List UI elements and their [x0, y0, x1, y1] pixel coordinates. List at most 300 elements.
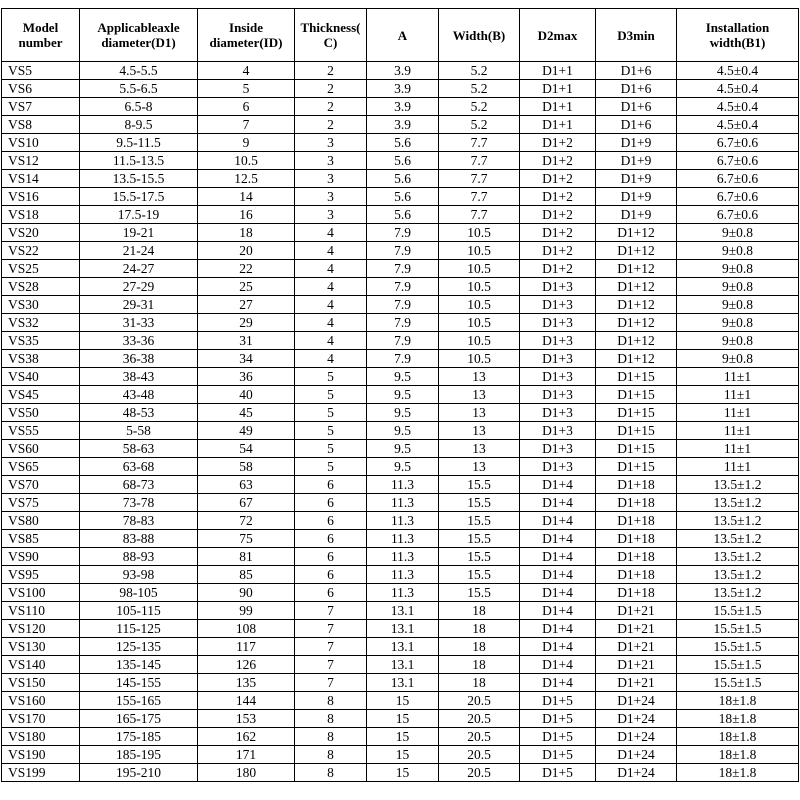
thickness-cell: 6 [295, 512, 367, 530]
installation-width-cell: 13.5±1.2 [677, 566, 799, 584]
installation-width-cell: 4.5±0.4 [677, 98, 799, 116]
table-row [2, 188, 799, 206]
inside-diameter-cell: 40 [198, 386, 295, 404]
axle-diameter-cell: 98-105 [80, 584, 198, 602]
axle-diameter-cell: 83-88 [80, 530, 198, 548]
a-cell: 7.9 [367, 224, 439, 242]
col-header-inside-diameter: Inside diameter(ID) [198, 9, 295, 62]
inside-diameter-cell: 25 [198, 278, 295, 296]
axle-diameter-cell: 5.5-6.5 [80, 80, 198, 98]
a-cell: 11.3 [367, 566, 439, 584]
seal-spec-table [1, 8, 799, 782]
inside-diameter-cell: 108 [198, 620, 295, 638]
axle-diameter-cell: 58-63 [80, 440, 198, 458]
table-row [2, 422, 799, 440]
thickness-cell: 6 [295, 530, 367, 548]
d2max-cell: D1+3 [520, 440, 596, 458]
model-number-cell: VS32 [2, 314, 80, 332]
axle-diameter-cell: 31-33 [80, 314, 198, 332]
axle-diameter-cell: 145-155 [80, 674, 198, 692]
table-row [2, 116, 799, 134]
model-number-cell: VS20 [2, 224, 80, 242]
a-cell: 9.5 [367, 422, 439, 440]
table-row [2, 242, 799, 260]
inside-diameter-cell: 31 [198, 332, 295, 350]
axle-diameter-cell: 63-68 [80, 458, 198, 476]
thickness-cell: 4 [295, 332, 367, 350]
d2max-cell: D1+3 [520, 404, 596, 422]
table-row [2, 746, 799, 764]
axle-diameter-cell: 68-73 [80, 476, 198, 494]
d3min-cell: D1+24 [596, 728, 677, 746]
d2max-cell: D1+5 [520, 746, 596, 764]
a-cell: 5.6 [367, 170, 439, 188]
a-cell: 7.9 [367, 332, 439, 350]
width-b-cell: 20.5 [439, 764, 520, 782]
axle-diameter-cell: 19-21 [80, 224, 198, 242]
model-number-cell: VS160 [2, 692, 80, 710]
table-row [2, 602, 799, 620]
d2max-cell: D1+2 [520, 134, 596, 152]
installation-width-cell: 9±0.8 [677, 242, 799, 260]
model-number-cell: VS85 [2, 530, 80, 548]
d3min-cell: D1+12 [596, 314, 677, 332]
installation-width-cell: 4.5±0.4 [677, 62, 799, 80]
thickness-cell: 8 [295, 692, 367, 710]
installation-width-cell: 13.5±1.2 [677, 530, 799, 548]
inside-diameter-cell: 180 [198, 764, 295, 782]
table-body [2, 62, 799, 782]
inside-diameter-cell: 36 [198, 368, 295, 386]
thickness-cell: 3 [295, 188, 367, 206]
thickness-cell: 7 [295, 674, 367, 692]
d2max-cell: D1+2 [520, 170, 596, 188]
col-header-d2max: D2max [520, 9, 596, 62]
d3min-cell: D1+18 [596, 530, 677, 548]
model-number-cell: VS7 [2, 98, 80, 116]
col-header-model-number: Model number [2, 9, 80, 62]
axle-diameter-cell: 5-58 [80, 422, 198, 440]
table-row [2, 98, 799, 116]
d2max-cell: D1+3 [520, 314, 596, 332]
d2max-cell: D1+2 [520, 188, 596, 206]
model-number-cell: VS18 [2, 206, 80, 224]
a-cell: 13.1 [367, 620, 439, 638]
model-number-cell: VS180 [2, 728, 80, 746]
installation-width-cell: 13.5±1.2 [677, 548, 799, 566]
a-cell: 9.5 [367, 458, 439, 476]
d2max-cell: D1+1 [520, 62, 596, 80]
a-cell: 9.5 [367, 386, 439, 404]
d3min-cell: D1+9 [596, 134, 677, 152]
a-cell: 13.1 [367, 638, 439, 656]
d2max-cell: D1+5 [520, 710, 596, 728]
thickness-cell: 3 [295, 152, 367, 170]
thickness-cell: 6 [295, 566, 367, 584]
inside-diameter-cell: 7 [198, 116, 295, 134]
d2max-cell: D1+4 [520, 530, 596, 548]
thickness-cell: 8 [295, 710, 367, 728]
model-number-cell: VS12 [2, 152, 80, 170]
width-b-cell: 20.5 [439, 710, 520, 728]
a-cell: 11.3 [367, 548, 439, 566]
d2max-cell: D1+3 [520, 296, 596, 314]
installation-width-cell: 11±1 [677, 458, 799, 476]
width-b-cell: 13 [439, 422, 520, 440]
installation-width-cell: 15.5±1.5 [677, 638, 799, 656]
d3min-cell: D1+15 [596, 368, 677, 386]
thickness-cell: 3 [295, 206, 367, 224]
thickness-cell: 7 [295, 656, 367, 674]
model-number-cell: VS170 [2, 710, 80, 728]
thickness-cell: 6 [295, 548, 367, 566]
model-number-cell: VS75 [2, 494, 80, 512]
d3min-cell: D1+12 [596, 260, 677, 278]
a-cell: 11.3 [367, 476, 439, 494]
model-number-cell: VS100 [2, 584, 80, 602]
thickness-cell: 4 [295, 224, 367, 242]
col-header-width-b: Width(B) [439, 9, 520, 62]
a-cell: 9.5 [367, 440, 439, 458]
axle-diameter-cell: 78-83 [80, 512, 198, 530]
header-row [2, 9, 799, 62]
d3min-cell: D1+24 [596, 764, 677, 782]
installation-width-cell: 11±1 [677, 368, 799, 386]
d3min-cell: D1+12 [596, 278, 677, 296]
d3min-cell: D1+9 [596, 188, 677, 206]
thickness-cell: 7 [295, 602, 367, 620]
a-cell: 13.1 [367, 656, 439, 674]
table-row [2, 620, 799, 638]
d3min-cell: D1+24 [596, 746, 677, 764]
axle-diameter-cell: 21-24 [80, 242, 198, 260]
axle-diameter-cell: 4.5-5.5 [80, 62, 198, 80]
inside-diameter-cell: 81 [198, 548, 295, 566]
width-b-cell: 7.7 [439, 134, 520, 152]
table-row [2, 728, 799, 746]
axle-diameter-cell: 165-175 [80, 710, 198, 728]
thickness-cell: 8 [295, 746, 367, 764]
col-header-d3min: D3min [596, 9, 677, 62]
d2max-cell: D1+4 [520, 584, 596, 602]
d2max-cell: D1+2 [520, 224, 596, 242]
d3min-cell: D1+12 [596, 242, 677, 260]
axle-diameter-cell: 13.5-15.5 [80, 170, 198, 188]
width-b-cell: 18 [439, 620, 520, 638]
installation-width-cell: 15.5±1.5 [677, 656, 799, 674]
installation-width-cell: 4.5±0.4 [677, 80, 799, 98]
axle-diameter-cell: 88-93 [80, 548, 198, 566]
axle-diameter-cell: 27-29 [80, 278, 198, 296]
installation-width-cell: 6.7±0.6 [677, 152, 799, 170]
model-number-cell: VS199 [2, 764, 80, 782]
inside-diameter-cell: 54 [198, 440, 295, 458]
width-b-cell: 15.5 [439, 584, 520, 602]
a-cell: 7.9 [367, 278, 439, 296]
table-row [2, 332, 799, 350]
thickness-cell: 8 [295, 728, 367, 746]
width-b-cell: 5.2 [439, 62, 520, 80]
installation-width-cell: 18±1.8 [677, 746, 799, 764]
d3min-cell: D1+15 [596, 404, 677, 422]
width-b-cell: 5.2 [439, 80, 520, 98]
a-cell: 11.3 [367, 512, 439, 530]
thickness-cell: 6 [295, 476, 367, 494]
axle-diameter-cell: 73-78 [80, 494, 198, 512]
inside-diameter-cell: 9 [198, 134, 295, 152]
inside-diameter-cell: 10.5 [198, 152, 295, 170]
d3min-cell: D1+21 [596, 602, 677, 620]
d3min-cell: D1+18 [596, 566, 677, 584]
inside-diameter-cell: 4 [198, 62, 295, 80]
width-b-cell: 15.5 [439, 530, 520, 548]
model-number-cell: VS28 [2, 278, 80, 296]
width-b-cell: 10.5 [439, 350, 520, 368]
axle-diameter-cell: 17.5-19 [80, 206, 198, 224]
model-number-cell: VS130 [2, 638, 80, 656]
installation-width-cell: 9±0.8 [677, 296, 799, 314]
table-row [2, 512, 799, 530]
width-b-cell: 15.5 [439, 512, 520, 530]
width-b-cell: 7.7 [439, 152, 520, 170]
d3min-cell: D1+15 [596, 440, 677, 458]
a-cell: 3.9 [367, 116, 439, 134]
inside-diameter-cell: 126 [198, 656, 295, 674]
a-cell: 7.9 [367, 296, 439, 314]
thickness-cell: 6 [295, 584, 367, 602]
d2max-cell: D1+1 [520, 116, 596, 134]
d3min-cell: D1+12 [596, 350, 677, 368]
a-cell: 9.5 [367, 368, 439, 386]
model-number-cell: VS150 [2, 674, 80, 692]
axle-diameter-cell: 11.5-13.5 [80, 152, 198, 170]
model-number-cell: VS50 [2, 404, 80, 422]
width-b-cell: 5.2 [439, 98, 520, 116]
width-b-cell: 15.5 [439, 566, 520, 584]
spec-table-container [1, 8, 799, 782]
d3min-cell: D1+18 [596, 584, 677, 602]
axle-diameter-cell: 29-31 [80, 296, 198, 314]
axle-diameter-cell: 15.5-17.5 [80, 188, 198, 206]
model-number-cell: VS16 [2, 188, 80, 206]
table-row [2, 134, 799, 152]
width-b-cell: 10.5 [439, 242, 520, 260]
d2max-cell: D1+3 [520, 278, 596, 296]
table-row [2, 260, 799, 278]
d2max-cell: D1+3 [520, 368, 596, 386]
installation-width-cell: 6.7±0.6 [677, 188, 799, 206]
thickness-cell: 5 [295, 440, 367, 458]
table-row [2, 656, 799, 674]
axle-diameter-cell: 36-38 [80, 350, 198, 368]
thickness-cell: 5 [295, 386, 367, 404]
d3min-cell: D1+18 [596, 494, 677, 512]
width-b-cell: 13 [439, 368, 520, 386]
model-number-cell: VS190 [2, 746, 80, 764]
d3min-cell: D1+15 [596, 422, 677, 440]
table-row [2, 314, 799, 332]
inside-diameter-cell: 72 [198, 512, 295, 530]
d3min-cell: D1+21 [596, 674, 677, 692]
d3min-cell: D1+24 [596, 692, 677, 710]
d2max-cell: D1+4 [520, 566, 596, 584]
table-row [2, 206, 799, 224]
inside-diameter-cell: 63 [198, 476, 295, 494]
table-row [2, 530, 799, 548]
d3min-cell: D1+9 [596, 152, 677, 170]
d3min-cell: D1+6 [596, 80, 677, 98]
a-cell: 7.9 [367, 242, 439, 260]
installation-width-cell: 9±0.8 [677, 224, 799, 242]
d3min-cell: D1+12 [596, 224, 677, 242]
thickness-cell: 2 [295, 98, 367, 116]
table-row [2, 224, 799, 242]
d3min-cell: D1+15 [596, 458, 677, 476]
a-cell: 7.9 [367, 350, 439, 368]
a-cell: 9.5 [367, 404, 439, 422]
inside-diameter-cell: 162 [198, 728, 295, 746]
installation-width-cell: 11±1 [677, 404, 799, 422]
model-number-cell: VS110 [2, 602, 80, 620]
inside-diameter-cell: 99 [198, 602, 295, 620]
thickness-cell: 4 [295, 296, 367, 314]
axle-diameter-cell: 105-115 [80, 602, 198, 620]
table-row [2, 296, 799, 314]
axle-diameter-cell: 6.5-8 [80, 98, 198, 116]
installation-width-cell: 11±1 [677, 422, 799, 440]
width-b-cell: 18 [439, 638, 520, 656]
col-header-applicable-axle-diameter: Applicableaxle diameter(D1) [80, 9, 198, 62]
thickness-cell: 4 [295, 260, 367, 278]
width-b-cell: 15.5 [439, 548, 520, 566]
installation-width-cell: 13.5±1.2 [677, 494, 799, 512]
table-row [2, 548, 799, 566]
installation-width-cell: 13.5±1.2 [677, 584, 799, 602]
installation-width-cell: 11±1 [677, 386, 799, 404]
thickness-cell: 4 [295, 314, 367, 332]
installation-width-cell: 18±1.8 [677, 692, 799, 710]
installation-width-cell: 18±1.8 [677, 710, 799, 728]
d2max-cell: D1+5 [520, 692, 596, 710]
d2max-cell: D1+2 [520, 242, 596, 260]
a-cell: 5.6 [367, 188, 439, 206]
d2max-cell: D1+4 [520, 512, 596, 530]
d3min-cell: D1+15 [596, 386, 677, 404]
a-cell: 7.9 [367, 260, 439, 278]
width-b-cell: 15.5 [439, 476, 520, 494]
d3min-cell: D1+24 [596, 710, 677, 728]
d3min-cell: D1+21 [596, 620, 677, 638]
thickness-cell: 6 [295, 494, 367, 512]
installation-width-cell: 6.7±0.6 [677, 170, 799, 188]
thickness-cell: 5 [295, 458, 367, 476]
a-cell: 3.9 [367, 62, 439, 80]
inside-diameter-cell: 135 [198, 674, 295, 692]
a-cell: 5.6 [367, 134, 439, 152]
axle-diameter-cell: 48-53 [80, 404, 198, 422]
a-cell: 15 [367, 728, 439, 746]
axle-diameter-cell: 93-98 [80, 566, 198, 584]
axle-diameter-cell: 8-9.5 [80, 116, 198, 134]
col-header-thickness: Thickness( C) [295, 9, 367, 62]
model-number-cell: VS40 [2, 368, 80, 386]
installation-width-cell: 9±0.8 [677, 350, 799, 368]
table-row [2, 404, 799, 422]
d2max-cell: D1+4 [520, 674, 596, 692]
table-row [2, 458, 799, 476]
installation-width-cell: 18±1.8 [677, 764, 799, 782]
model-number-cell: VS30 [2, 296, 80, 314]
inside-diameter-cell: 12.5 [198, 170, 295, 188]
thickness-cell: 2 [295, 116, 367, 134]
inside-diameter-cell: 144 [198, 692, 295, 710]
width-b-cell: 18 [439, 674, 520, 692]
width-b-cell: 18 [439, 602, 520, 620]
d2max-cell: D1+3 [520, 350, 596, 368]
table-row [2, 692, 799, 710]
model-number-cell: VS70 [2, 476, 80, 494]
model-number-cell: VS45 [2, 386, 80, 404]
table-row [2, 638, 799, 656]
width-b-cell: 13 [439, 404, 520, 422]
width-b-cell: 13 [439, 440, 520, 458]
model-number-cell: VS38 [2, 350, 80, 368]
model-number-cell: VS14 [2, 170, 80, 188]
width-b-cell: 7.7 [439, 206, 520, 224]
axle-diameter-cell: 24-27 [80, 260, 198, 278]
width-b-cell: 20.5 [439, 728, 520, 746]
d2max-cell: D1+2 [520, 152, 596, 170]
axle-diameter-cell: 195-210 [80, 764, 198, 782]
a-cell: 3.9 [367, 80, 439, 98]
thickness-cell: 2 [295, 80, 367, 98]
inside-diameter-cell: 45 [198, 404, 295, 422]
d2max-cell: D1+1 [520, 80, 596, 98]
inside-diameter-cell: 58 [198, 458, 295, 476]
thickness-cell: 4 [295, 242, 367, 260]
axle-diameter-cell: 175-185 [80, 728, 198, 746]
installation-width-cell: 13.5±1.2 [677, 476, 799, 494]
table-row [2, 566, 799, 584]
table-row [2, 494, 799, 512]
a-cell: 11.3 [367, 584, 439, 602]
model-number-cell: VS90 [2, 548, 80, 566]
a-cell: 5.6 [367, 206, 439, 224]
table-row [2, 710, 799, 728]
model-number-cell: VS25 [2, 260, 80, 278]
d3min-cell: D1+18 [596, 512, 677, 530]
table-row [2, 584, 799, 602]
width-b-cell: 7.7 [439, 188, 520, 206]
thickness-cell: 5 [295, 404, 367, 422]
d2max-cell: D1+5 [520, 764, 596, 782]
inside-diameter-cell: 34 [198, 350, 295, 368]
installation-width-cell: 9±0.8 [677, 260, 799, 278]
thickness-cell: 4 [295, 278, 367, 296]
model-number-cell: VS5 [2, 62, 80, 80]
d2max-cell: D1+4 [520, 602, 596, 620]
d3min-cell: D1+9 [596, 170, 677, 188]
a-cell: 7.9 [367, 314, 439, 332]
table-row [2, 368, 799, 386]
a-cell: 3.9 [367, 98, 439, 116]
model-number-cell: VS140 [2, 656, 80, 674]
a-cell: 15 [367, 692, 439, 710]
a-cell: 5.6 [367, 152, 439, 170]
d2max-cell: D1+5 [520, 728, 596, 746]
d2max-cell: D1+4 [520, 494, 596, 512]
col-header-a: A [367, 9, 439, 62]
